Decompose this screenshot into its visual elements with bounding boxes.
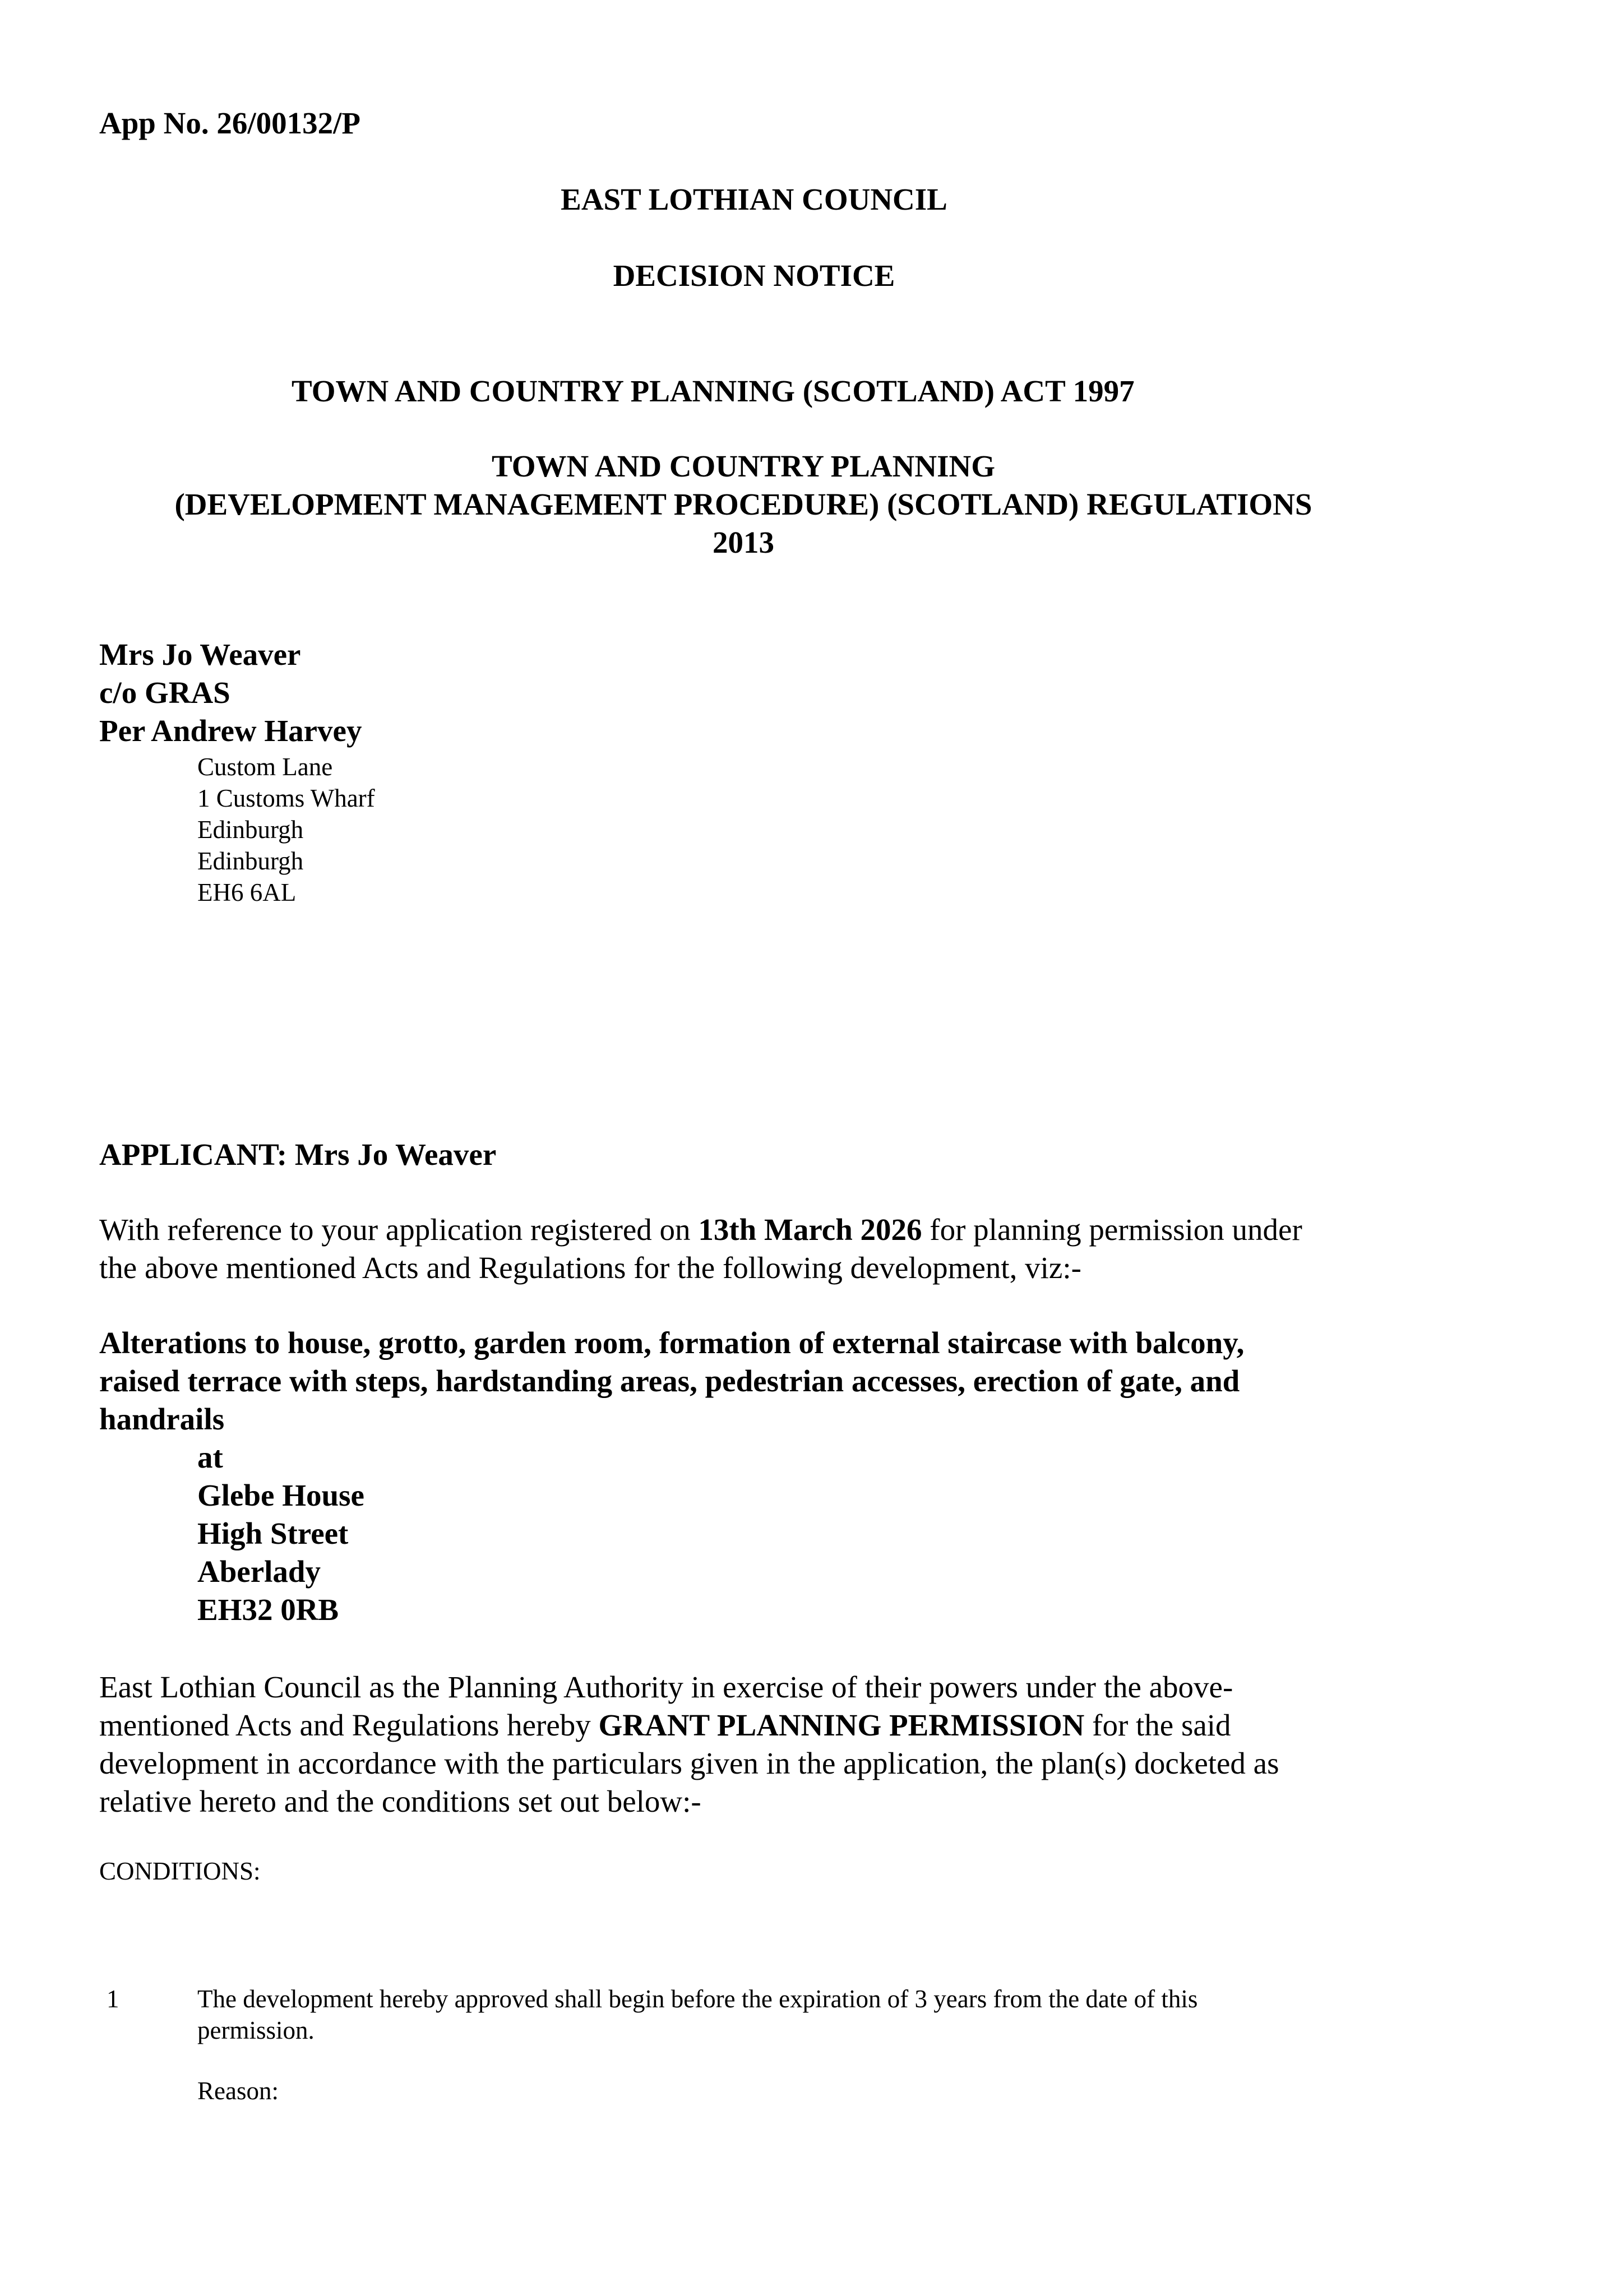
- site-at: at: [197, 1440, 223, 1474]
- reference-line-1: [99, 1211, 1302, 1249]
- condition-reason-label: Reason:: [197, 2077, 279, 2105]
- development-line: Alterations to house, grotto, garden room, formation of external staircase with balcony,: [99, 1326, 1245, 1360]
- reference-paragraph: [99, 1211, 1302, 1287]
- development-description: [99, 1324, 1244, 1438]
- grant-line-2: [99, 1706, 1279, 1744]
- condition-line-2: permission.: [197, 2016, 315, 2044]
- site-line: Glebe House: [197, 1478, 364, 1512]
- recipient-address: [197, 751, 375, 908]
- regulations-heading: [132, 447, 1354, 562]
- grant-line-3: development in accordance with the particulars given in the application, the plan(s) docketed as: [99, 1746, 1279, 1780]
- address-line: Edinburgh: [197, 847, 304, 875]
- regulations-line-2: (DEVELOPMENT MANAGEMENT PROCEDURE) (SCOTLAND) REGULATIONS: [174, 487, 1312, 521]
- grant-line-2-post: for the said: [1084, 1708, 1231, 1742]
- grant-decision: GRANT PLANNING PERMISSION: [598, 1708, 1085, 1742]
- registration-date: 13th March 2026: [698, 1212, 922, 1247]
- condition-text: [197, 1983, 1197, 2046]
- regulations-line-1: TOWN AND COUNTRY PLANNING: [492, 449, 995, 483]
- recipient-per: Per Andrew Harvey: [99, 714, 362, 748]
- applicant-line: APPLICANT: Mrs Jo Weaver: [99, 1137, 497, 1172]
- conditions-heading: CONDITIONS:: [99, 1857, 261, 1885]
- grant-paragraph: [99, 1668, 1279, 1821]
- development-line: handrails: [99, 1402, 225, 1436]
- condition-line-1: The development hereby approved shall begin before the expiration of 3 years from the date of this: [197, 1985, 1198, 2013]
- condition-number: 1: [107, 1985, 119, 2013]
- recipient-care-of: c/o GRAS: [99, 675, 230, 710]
- recipient-block: [99, 636, 362, 750]
- address-line: EH6 6AL: [197, 878, 297, 906]
- grant-line-2-pre: mentioned Acts and Regulations hereby: [99, 1708, 599, 1742]
- recipient-name: Mrs Jo Weaver: [99, 637, 301, 672]
- reference-post: for planning permission under: [922, 1212, 1302, 1247]
- reference-line-2: the above mentioned Acts and Regulations for the following development, viz:-: [99, 1251, 1081, 1285]
- development-line: raised terrace with steps, hardstanding areas, pedestrian accesses, erection of gate, and: [99, 1364, 1240, 1398]
- grant-line-4: relative hereto and the conditions set out below:-: [99, 1784, 701, 1818]
- app-number: App No. 26/00132/P: [99, 106, 361, 140]
- address-line: Edinburgh: [197, 816, 304, 844]
- council-heading: EAST LOTHIAN COUNCIL: [561, 182, 947, 216]
- reference-pre: With reference to your application registered on: [99, 1212, 699, 1247]
- grant-line-1: East Lothian Council as the Planning Authority in exercise of their powers under the above-: [99, 1670, 1233, 1704]
- address-line: Custom Lane: [197, 753, 333, 781]
- act-title: TOWN AND COUNTRY PLANNING (SCOTLAND) ACT 1997: [292, 374, 1135, 408]
- site-line: High Street: [197, 1516, 349, 1550]
- site-address: [197, 1438, 364, 1629]
- site-line: EH32 0RB: [197, 1593, 339, 1627]
- notice-title: DECISION NOTICE: [613, 258, 895, 293]
- site-line: Aberlady: [197, 1554, 321, 1589]
- address-line: 1 Customs Wharf: [197, 784, 375, 812]
- regulations-line-3: 2013: [713, 525, 774, 559]
